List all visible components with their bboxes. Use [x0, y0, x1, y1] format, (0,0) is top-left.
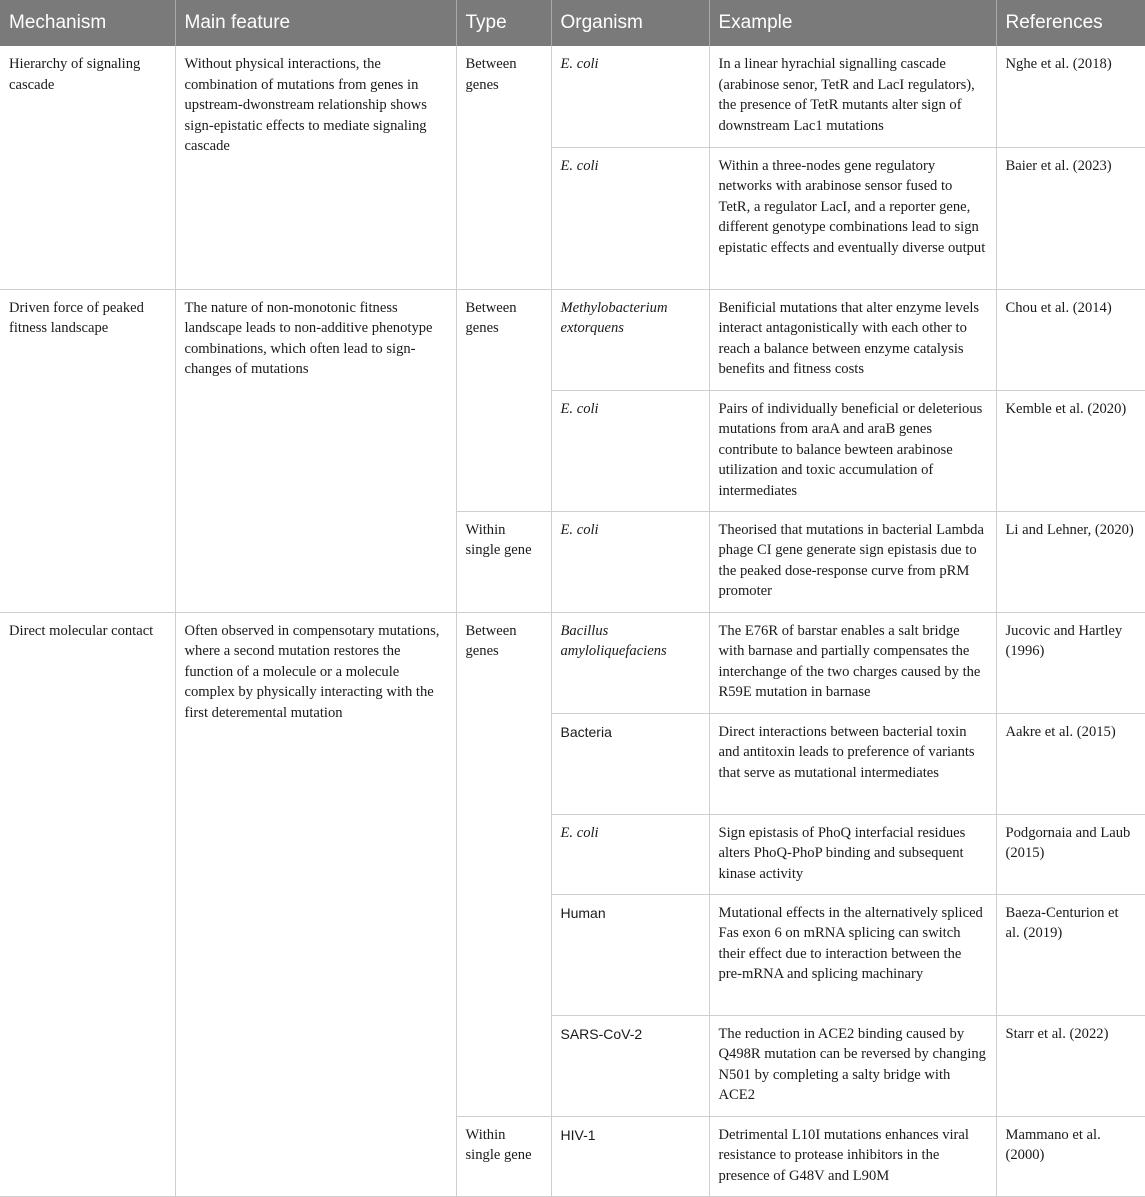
reference-cell: Li and Lehner, (2020) [996, 511, 1145, 612]
type-cell: Within single gene [456, 1116, 551, 1196]
mechanism-cell: Direct molecular contact [0, 612, 175, 1196]
organism-cell: Human [551, 894, 709, 1015]
table-header-row [0, 0, 1145, 46]
reference-cell: Nghe et al. (2018) [996, 46, 1145, 147]
header-type: Type [456, 0, 551, 46]
organism-cell: E. coli [551, 511, 709, 612]
organism-cell: Bacteria [551, 713, 709, 814]
example-cell: The reduction in ACE2 binding caused by Q498R mutation can be reversed by changing N501 by completing a salty bridge with ACE2 [709, 1015, 996, 1116]
mechanism-cell: Hierarchy of signaling cascade [0, 46, 175, 289]
organism-cell: SARS-CoV-2 [551, 1015, 709, 1116]
example-cell: Detrimental L10I mutations enhances viral resistance to protease inhibitors in the presence of G48V and L90M [709, 1116, 996, 1196]
reference-cell: Jucovic and Hartley (1996) [996, 612, 1145, 713]
reference-cell: Mammano et al. (2000) [996, 1116, 1145, 1196]
organism-cell: E. coli [551, 390, 709, 511]
header-example: Example [709, 0, 996, 46]
header-main-feature: Main feature [175, 0, 456, 46]
table-row [0, 289, 1145, 390]
example-cell: Mutational effects in the alternatively spliced Fas exon 6 on mRNA splicing can switch their effect due to interaction between the pre-mRNA and splicing machinary [709, 894, 996, 1015]
mechanism-cell: Driven force of peaked fitness landscape [0, 289, 175, 612]
type-cell: Between genes [456, 612, 551, 1116]
reference-cell: Podgornaia and Laub (2015) [996, 814, 1145, 894]
main-feature-cell: The nature of non-monotonic fitness landscape leads to non-additive phenotype combinations, which often lead to sign-changes of mutations [175, 289, 456, 612]
example-cell: Pairs of individually beneficial or deleterious mutations from araA and araB genes contribute to balance bewteen arabinose utilization and toxic accumulation of intermediates [709, 390, 996, 511]
organism-cell: Methylobacterium extorquens [551, 289, 709, 390]
example-cell: The E76R of barstar enables a salt bridge with barnase and partially compensates the interchange of the two charges caused by the R59E mutation in barnase [709, 612, 996, 713]
example-cell: Sign epistasis of PhoQ interfacial residues alters PhoQ-PhoP binding and subsequent kinase activity [709, 814, 996, 894]
organism-cell: E. coli [551, 147, 709, 289]
header-references: References [996, 0, 1145, 46]
header-mechanism: Mechanism [0, 0, 175, 46]
example-cell: Within a three-nodes gene regulatory networks with arabinose sensor fused to TetR, a regulator LacI, and a reporter gene, different genotype combinations lead to sign epistatic effects and eventually diverse output [709, 147, 996, 289]
reference-cell: Baeza-Centurion et al. (2019) [996, 894, 1145, 1015]
reference-cell: Baier et al. (2023) [996, 147, 1145, 289]
table-row [0, 46, 1145, 147]
example-cell: Direct interactions between bacterial toxin and antitoxin leads to preference of variants that serve as mutational intermediates [709, 713, 996, 814]
main-feature-cell: Without physical interactions, the combination of mutations from genes in upstream-dwonstream relationship shows sign-epistatic effects to mediate signaling cascade [175, 46, 456, 289]
table-body [0, 46, 1145, 1196]
reference-cell: Aakre et al. (2015) [996, 713, 1145, 814]
example-cell: In a linear hyrachial signalling cascade (arabinose senor, TetR and LacI regulators), the presence of TetR mutants alter sign of downstream Lac1 mutations [709, 46, 996, 147]
example-cell: Theorised that mutations in bacterial Lambda phage CI gene generate sign epistasis due to the peaked dose-response curve from pRM promoter [709, 511, 996, 612]
table-row [0, 612, 1145, 713]
type-cell: Between genes [456, 46, 551, 289]
main-feature-cell: Often observed in compensotary mutations, where a second mutation restores the function of a molecule or a molecule complex by physically interacting with the first deteremental mutation [175, 612, 456, 1196]
header-organism: Organism [551, 0, 709, 46]
organism-cell: E. coli [551, 46, 709, 147]
organism-cell: E. coli [551, 814, 709, 894]
organism-cell: Bacillus amyloliquefaciens [551, 612, 709, 713]
reference-cell: Kemble et al. (2020) [996, 390, 1145, 511]
reference-cell: Starr et al. (2022) [996, 1015, 1145, 1116]
organism-cell: HIV-1 [551, 1116, 709, 1196]
type-cell: Within single gene [456, 511, 551, 612]
example-cell: Benificial mutations that alter enzyme levels interact antagonistically with each other to reach a balance between enzyme catalysis benefits and fitness costs [709, 289, 996, 390]
reference-cell: Chou et al. (2014) [996, 289, 1145, 390]
type-cell: Between genes [456, 289, 551, 511]
